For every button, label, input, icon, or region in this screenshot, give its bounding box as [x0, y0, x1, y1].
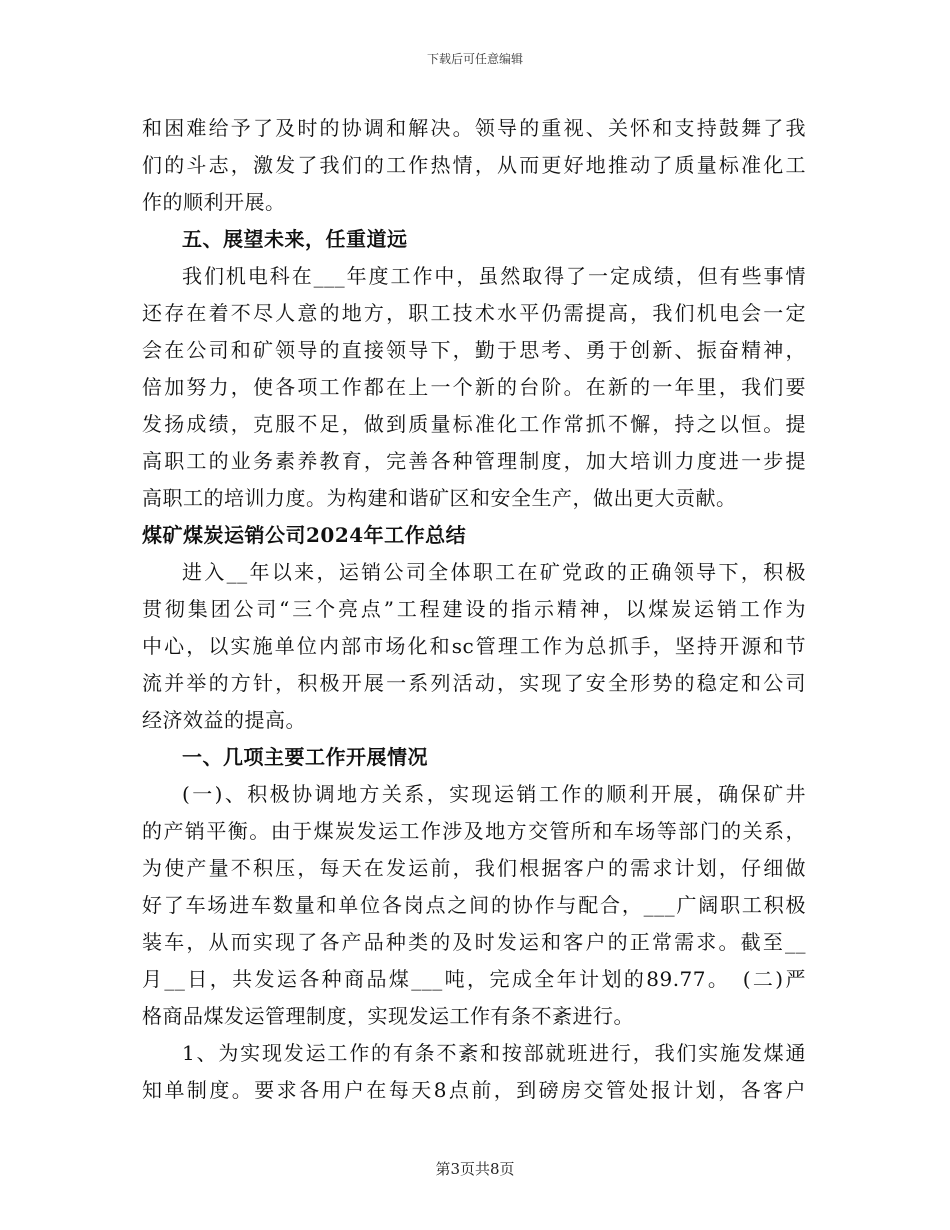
text-line: 倍加努力，使各项工作都在上一个新的台阶。在新的一年里，我们要 [142, 375, 806, 399]
text-line: 装车，从而实现了各产品种类的及时发运和客户的正常需求。截至__ [142, 930, 806, 954]
document-body [142, 110, 806, 1109]
text-line: (一)、积极协调地方关系，实现运销工作的顺利开展，确保矿井 [182, 782, 806, 806]
text-line: 1、为实现发运工作的有条不紊和按部就班进行，我们实施发煤通 [182, 1041, 806, 1065]
text-line: 进入__年以来，运销公司全体职工在矿党政的正确领导下，积极 [182, 560, 806, 584]
text-line: 知单制度。要求各用户在每天8点前，到磅房交管处报计划，各客户 [142, 1078, 806, 1102]
text-line: 好了车场进车数量和单位各岗点之间的协作与配合，___广阔职工积极 [142, 893, 806, 917]
text-line: 贯彻集团公司“三个亮点”工程建设的指示精神，以煤炭运销工作为 [142, 597, 806, 621]
text-line: 经济效益的提高。 [142, 708, 306, 732]
text-line: 流并举的方针，积极开展一系列活动，实现了安全形势的稳定和公司 [142, 671, 806, 695]
text-line: 高职工的业务素养教育，完善各种管理制度，加大培训力度进一步提 [142, 449, 806, 473]
text-line: 的产销平衡。由于煤炭发运工作涉及地方交管所和车场等部门的关系， [142, 819, 806, 843]
text-line: 高职工的培训力度。为构建和谐矿区和安全生产，做出更大贡献。 [142, 486, 737, 510]
section-heading: 五、展望未来，任重道远 [182, 227, 408, 251]
page-footer: 第3页共8页 [435, 1160, 515, 1178]
text-line: 作的顺利开展。 [142, 190, 286, 214]
page-header: 下载后可任意编辑 [426, 52, 523, 66]
text-line: 会在公司和矿领导的直接领导下，勤于思考、勇于创新、振奋精神， [142, 338, 806, 362]
text-line: 为使产量不积压，每天在发运前，我们根据客户的需求计划，仔细做 [142, 856, 806, 880]
text-line: 们的斗志，激发了我们的工作热情，从而更好地推动了质量标准化工 [142, 153, 806, 177]
text-line: 格商品煤发运管理制度，实现发运工作有条不紊进行。 [142, 1004, 634, 1028]
text-line: 中心，以实施单位内部市场化和sc管理工作为总抓手，坚持开源和节 [142, 634, 806, 658]
text-line: 和困难给予了及时的协调和解决。领导的重视、关怀和支持鼓舞了我 [142, 116, 806, 140]
text-line: 我们机电科在___年度工作中，虽然取得了一定成绩，但有些事情 [182, 264, 806, 288]
section-heading: 一、几项主要工作开展情况 [182, 745, 428, 769]
text-line: 月__日，共发运各种商品煤___吨，完成全年计划的89.77。 (二)严 [142, 967, 806, 991]
text-line: 还存在着不尽人意的地方，职工技术水平仍需提高，我们机电会一定 [142, 301, 806, 325]
document-title: 煤矿煤炭运销公司2024年工作总结 [142, 523, 467, 547]
text-line: 发扬成绩，克服不足，做到质量标准化工作常抓不懈，持之以恒。提 [142, 412, 806, 436]
